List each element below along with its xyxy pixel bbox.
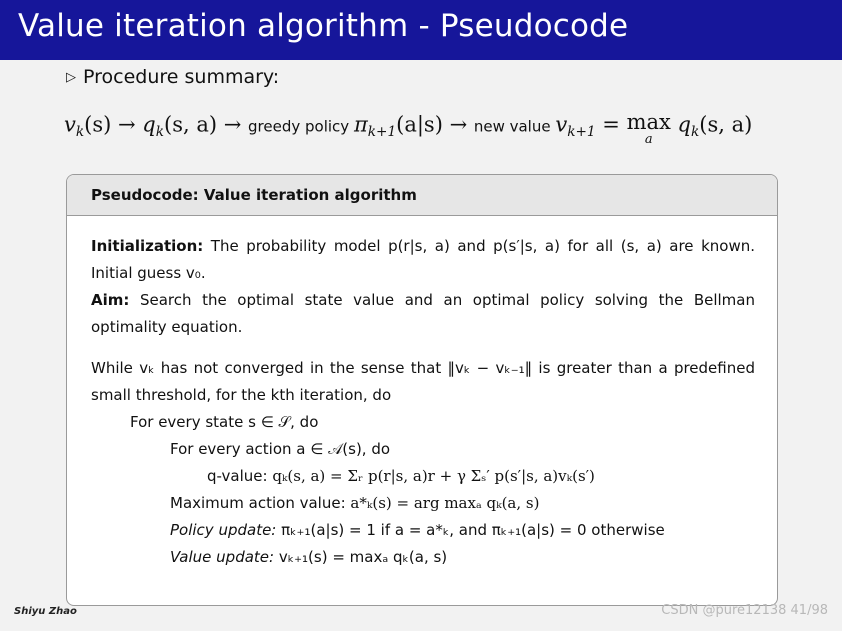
pseudocode-box-header	[67, 175, 777, 216]
formula-vk-arg: (s)	[84, 112, 112, 137]
max-operator	[627, 112, 671, 146]
arrow-3: →	[442, 112, 474, 137]
value-update-line	[91, 544, 755, 571]
max-action-formula: a*ₖ(s) = arg maxₐ qₖ(a, s)	[350, 494, 540, 512]
formula-qk: q	[142, 112, 156, 137]
procedure-bullet	[66, 66, 279, 88]
triangle-bullet-icon: ▷	[66, 69, 76, 85]
formula-vk: v	[64, 112, 76, 137]
initialization-paragraph	[91, 233, 755, 287]
max-action-line	[91, 490, 755, 517]
formula-vk1-sub: k+1	[567, 124, 596, 141]
arrow-2: →	[217, 112, 249, 137]
formula-tail-q: q	[677, 112, 691, 137]
initialization-label: Initialization:	[91, 237, 204, 255]
value-update-label: Value update:	[170, 548, 275, 566]
formula-vk-sub: k	[75, 124, 85, 141]
spacer	[91, 341, 755, 355]
initialization-text: The probability model p(r|s, a) and p(s′|s, a) for all (s, a) are known. Initial guess v₀.	[91, 237, 755, 282]
page-number: 41/98	[790, 603, 828, 618]
max-word: max	[626, 110, 671, 134]
aim-label: Aim:	[91, 291, 130, 309]
qvalue-formula: qₖ(s, a) = Σᵣ p(r|s, a)r + γ Σₛ′ p(s′|s, a)vₖ(s′)	[272, 467, 595, 485]
formula-tail-sub: k	[690, 124, 700, 141]
policy-update-text: πₖ₊₁(a|s) = 1 if a = a*ₖ, and πₖ₊₁(a|s) = 0 otherwise	[276, 521, 665, 539]
formula-tail-arg: (s, a)	[699, 112, 753, 137]
for-action-line: For every action a ∈ 𝒜(s), do	[170, 440, 391, 458]
new-value-label: new value	[473, 117, 556, 136]
formula-equals: =	[595, 112, 627, 137]
formula-vk1: v	[555, 112, 568, 137]
footer-author: Shiyu Zhao	[14, 606, 77, 617]
formula-pi: π	[353, 112, 368, 137]
aim-text: Search the optimal state value and an optimal policy solving the Bellman optimality equation.	[91, 291, 755, 336]
qvalue-label: q-value:	[207, 467, 273, 485]
max-limit: a	[644, 132, 653, 147]
slide-title: Value iteration algorithm - Pseudocode	[18, 8, 629, 44]
summary-formula	[64, 112, 824, 146]
max-action-label: Maximum action value:	[170, 494, 351, 512]
formula-pi-arg: (a|s)	[396, 112, 443, 137]
footer-right	[661, 603, 828, 618]
title-bar	[0, 0, 842, 60]
procedure-label: Procedure summary:	[83, 66, 280, 88]
value-update-text: vₖ₊₁(s) = maxₐ qₖ(a, s)	[274, 548, 448, 566]
aim-paragraph	[91, 287, 755, 341]
watermark-text: CSDN @pure12138	[661, 603, 787, 618]
pseudocode-body	[91, 233, 755, 571]
policy-update-line	[91, 517, 755, 544]
qvalue-line	[91, 463, 755, 490]
pseudocode-box	[66, 174, 778, 606]
formula-pi-sub: k+1	[367, 124, 397, 141]
while-paragraph: While vₖ has not converged in the sense that ‖vₖ − vₖ₋₁‖ is greater than a predefined small threshold, for the kth iteration, do	[91, 359, 755, 404]
arrow-1: →	[111, 112, 143, 137]
pseudocode-box-title: Pseudocode: Value iteration algorithm	[91, 186, 417, 204]
for-state-line: For every state s ∈ 𝒮, do	[130, 413, 319, 431]
formula-qk-sub: k	[155, 124, 165, 141]
greedy-policy-label: greedy policy	[248, 117, 354, 136]
formula-qk-arg: (s, a)	[164, 112, 218, 137]
policy-update-label: Policy update:	[170, 521, 277, 539]
